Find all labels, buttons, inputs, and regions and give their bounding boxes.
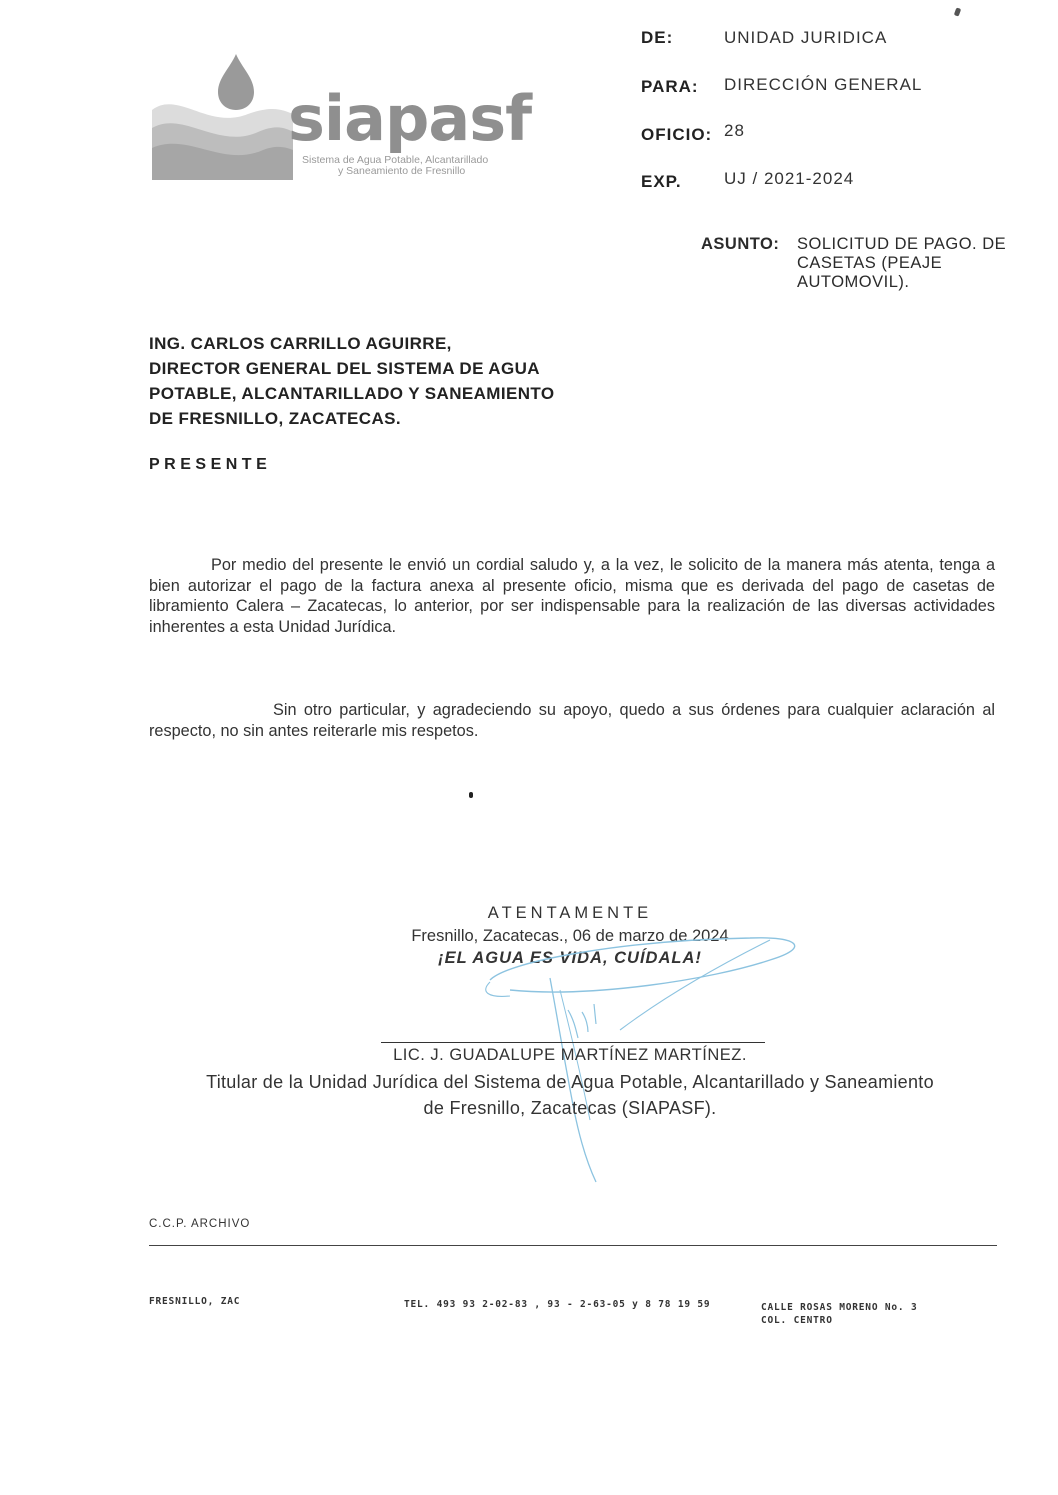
- para-label: PARA:: [641, 77, 699, 96]
- svg-text:siapasf: siapasf: [288, 82, 532, 155]
- footer-address: [761, 1301, 917, 1327]
- recipient-line-1: ING. CARLOS CARRILLO AGUIRRE,: [149, 334, 452, 353]
- siapasf-logo: [148, 50, 548, 190]
- signature-line: [381, 1042, 765, 1043]
- de-value: UNIDAD JURIDICA: [724, 28, 888, 47]
- footer-city: FRESNILLO, ZAC: [149, 1296, 241, 1307]
- footer-address-line-1: CALLE ROSAS MORENO No. 3: [761, 1302, 918, 1313]
- asunto-label: ASUNTO:: [701, 235, 780, 253]
- exp-label: EXP.: [641, 172, 682, 191]
- signer-title-line-2: de Fresnillo, Zacatecas (SIAPASF).: [423, 1098, 717, 1118]
- recipient-line-2: DIRECTOR GENERAL DEL SISTEMA DE AGUA: [149, 359, 540, 378]
- svg-text:y Saneamiento de Fresnillo: y Saneamiento de Fresnillo: [338, 165, 466, 177]
- recipient-block: [149, 331, 619, 431]
- paragraph-1-text: Por medio del presente le envió un cordial saludo y, a la vez, le solicito de la manera más atenta, tenga a bien autorizar el pago de la factura anexa al presente oficio, misma que es derivada del pago de casetas de libramiento Calera – Zacatecas, lo anterior, por ser indispensable para la realización de las diversas actividades inherentes a esta Unidad Jurídica.: [149, 556, 995, 636]
- presente-heading: PRESENTE: [149, 456, 272, 473]
- recipient-line-4: DE FRESNILLO, ZACATECAS.: [149, 409, 402, 428]
- paragraph-2-text: Sin otro particular, y agradeciendo su apoyo, quedo a sus órdenes para cualquier aclaración al respecto, no sin antes reiterarle mis respetos.: [149, 701, 995, 740]
- footer-rule: [149, 1245, 997, 1246]
- asunto-text: SOLICITUD DE PAGO. DE CASETAS (PEAJE AUTOMOVIL).: [797, 235, 1007, 291]
- ink-mark: [954, 7, 961, 16]
- signer-title-line-1: Titular de la Unidad Jurídica del Sistema de Agua Potable, Alcantarillado y Saneamiento: [206, 1072, 934, 1092]
- ccp-archivo: C.C.P. ARCHIVO: [149, 1218, 251, 1230]
- body-paragraph-2: [149, 700, 995, 741]
- de-label: DE:: [641, 28, 674, 47]
- water-drop-icon: [218, 54, 254, 110]
- para-value: DIRECCIÓN GENERAL: [724, 75, 923, 94]
- svg-text:Sistema de Agua Potable, Alcan: Sistema de Agua Potable, Alcantarillado: [302, 154, 489, 166]
- motto: ¡EL AGUA ES VIDA, CUÍDALA!: [438, 949, 702, 967]
- recipient-line-3: POTABLE, ALCANTARILLADO Y SANEAMIENTO: [149, 384, 555, 403]
- footer-address-line-2: COL. CENTRO: [761, 1315, 833, 1326]
- exp-value: UJ / 2021-2024: [724, 169, 855, 188]
- place-date: Fresnillo, Zacatecas., 06 de marzo de 2024: [411, 927, 729, 945]
- signer-name: LIC. J. GUADALUPE MARTÍNEZ MARTÍNEZ.: [393, 1046, 747, 1064]
- ink-dot: [469, 792, 473, 798]
- oficio-value: 28: [724, 121, 745, 140]
- footer-phones: TEL. 493 93 2-02-83 , 93 - 2-63-05 y 8 78 19 59: [404, 1299, 711, 1310]
- body-paragraph-1: [149, 555, 995, 637]
- oficio-label: OFICIO:: [641, 125, 713, 144]
- atentamente: ATENTAMENTE: [487, 904, 653, 922]
